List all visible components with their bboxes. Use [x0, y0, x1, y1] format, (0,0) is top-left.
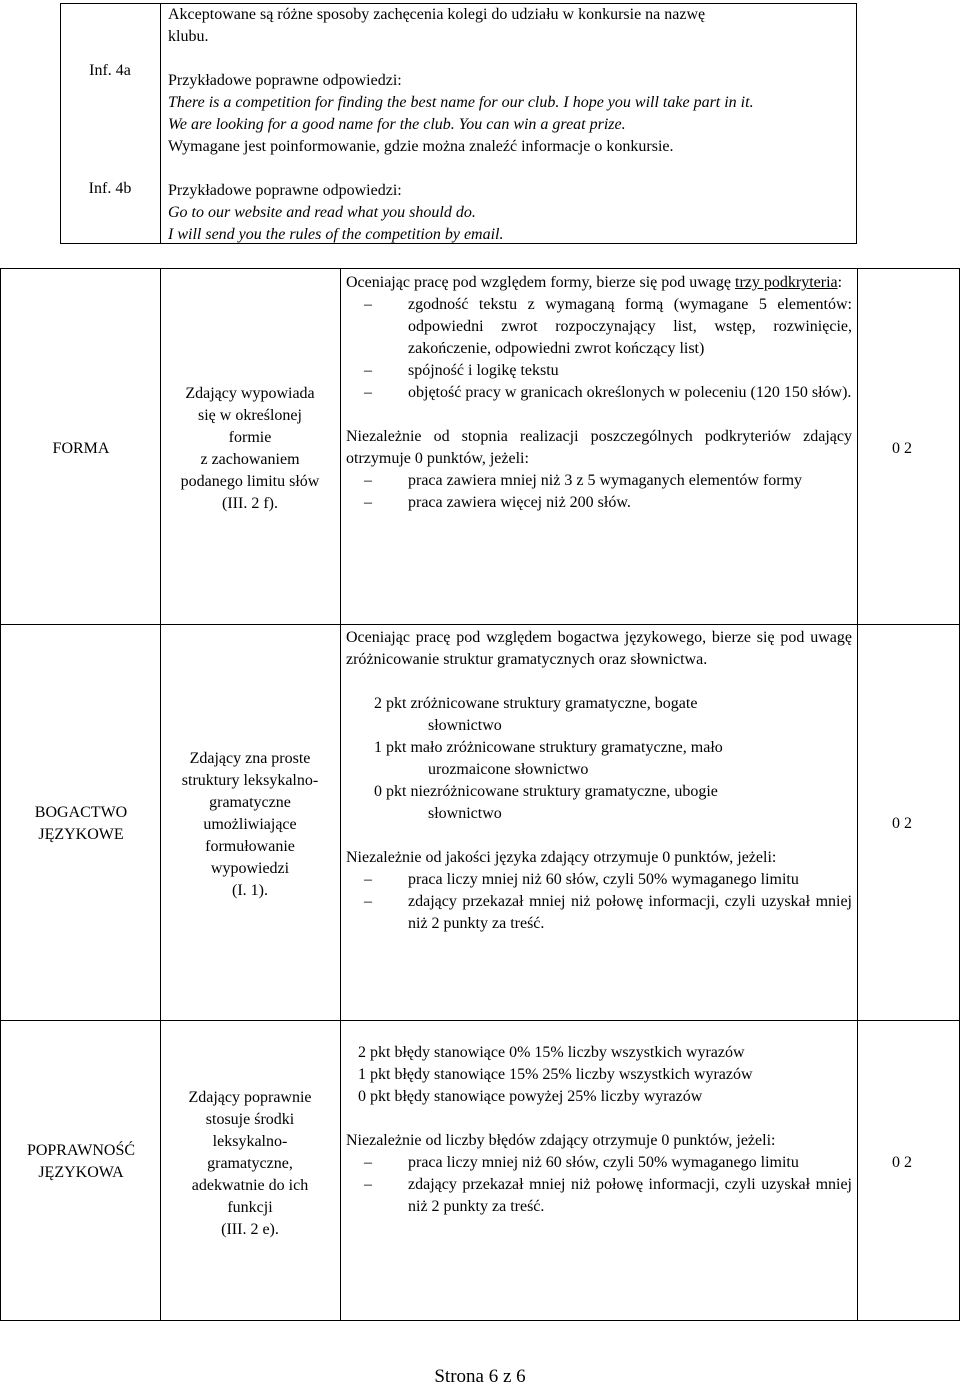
desc-line: wypowiedzi [210, 860, 290, 877]
desc-line: Zdający zna proste [189, 750, 311, 767]
criterion-forma-desc [162, 383, 338, 515]
forma-score: 0 2 [892, 440, 912, 457]
poprawnosc-level-2: 2 pkt błędy stanowiące 0% 15% liczby wszystkich wyrazów [358, 1044, 745, 1061]
list-item: – zgodność tekstu z wymaganą formą (wymagane 5 elementów: odpowiedni zwrot rozpoczynający list, wstęp, rozwinięcie, zakończenie, odpowiedni zwrot kończący list) [346, 294, 852, 360]
list-item: – objętość pracy w granicach określonych w poleceniu (120 150 słów). [346, 382, 852, 404]
list-item: – praca liczy mniej niż 60 słów, czyli 50% wymaganego limitu [346, 869, 852, 891]
page-number: Strona 6 z 6 [434, 1366, 526, 1387]
desc-line: Zdający poprawnie [188, 1089, 312, 1106]
desc-line: (III. 2 e). [221, 1221, 279, 1238]
criterion-bogactwo-desc [162, 748, 338, 902]
bogactwo-level-2: 2 pkt zróżnicowane struktury gramatyczne, bogate [374, 695, 698, 712]
desc-line: umożliwiające [203, 816, 297, 833]
poprawnosc-zero-list [346, 1152, 852, 1218]
example-4a-line2: We are looking for a good name for the club. You can win a great prize. [168, 116, 626, 133]
list-item: – praca zawiera mniej niż 3 z 5 wymaganych elementów formy [346, 470, 852, 492]
desc-line: stosuje środki [205, 1111, 295, 1128]
example-4b-line1: Go to our website and read what you should do. [168, 204, 476, 221]
requirement-text-line1: Akceptowane są różne sposoby zachęcenia kolegi do udziału w konkursie na nazwę [168, 6, 706, 23]
forma-intro: Oceniając pracę pod względem formy, bierze się pod uwagę trzy podkryteria: [346, 274, 843, 291]
poprawnosc-zero-intro: Niezależnie od liczby błędów zdający otrzymuje 0 punktów, jeżeli: [346, 1132, 776, 1149]
desc-line: Zdający wypowiada [185, 385, 315, 402]
criterion-poprawnosc-rules [346, 1042, 852, 1218]
desc-line: struktury leksykalno- [181, 772, 319, 789]
inf-4a-label: Inf. 4a [89, 62, 131, 79]
desc-line: funkcji [227, 1199, 273, 1216]
bogactwo-intro: Oceniając pracę pod względem bogactwa językowego, bierze się pod uwagę zróżnicowanie struktur gramatycznych oraz słownictwa. [346, 629, 852, 668]
criterion-forma-rules [346, 272, 852, 514]
top-content [168, 4, 848, 246]
criterion-bogactwo-rules: Oceniając pracę pod względem bogactwa językowego, bierze się pod uwagę zróżnicowanie struktur gramatycznych oraz słownictwa. 2 pkt zróżnicowane struktury gramatyczne, bogate słownictwo 1 pkt mało zróżnicowane struktury gramatyczne, mało urozmaicone słownictwo 0 pkt niezróżnicowane struktury gramatyczne, ubogie słownictwo Niezależnie od jakości języka zdający otrzymuje 0 punktów, jeżeli: – praca liczy mniej niż 60 słów, czyli 50% wymaganego limitu – zdający przekazał mniej niż połowę informacji, czyli uzyskał mniej niż 2 punkty za treść. [346, 627, 852, 935]
col-divider-1 [160, 268, 161, 1321]
desc-line: podanego limitu słów [180, 473, 320, 490]
bogactwo-zero-intro: Niezależnie od jakości języka zdający otrzymuje 0 punktów, jeżeli: [346, 849, 777, 866]
example-4b-line2: I will send you the rules of the competition by email. [168, 226, 504, 243]
desc-line: (I. 1). [232, 882, 268, 899]
row-divider-1 [0, 624, 960, 625]
bogactwo-score: 0 2 [892, 815, 912, 832]
examples-label-4a: Przykładowe poprawne odpowiedzi: [168, 72, 402, 89]
bogactwo-level-0: 0 pkt niezróżnicowane struktury gramatyczne, ubogie [374, 783, 718, 800]
inf-4b-label: Inf. 4b [88, 180, 132, 197]
list-item: – praca zawiera więcej niż 200 słów. [346, 492, 852, 514]
requirement-text-line2: klubu. [168, 28, 209, 45]
desc-line: adekwatnie do ich [191, 1177, 309, 1194]
desc-line: z zachowaniem [200, 451, 300, 468]
forma-zero-list [346, 470, 852, 514]
forma-zero-intro: Niezależnie od stopnia realizacji poszczególnych podkryteriów zdający otrzymuje 0 punktów, jeżeli: [346, 428, 852, 467]
desc-line: (III. 2 f). [222, 495, 278, 512]
top-table-divider [160, 3, 161, 244]
list-item: – praca liczy mniej niż 60 słów, czyli 50% wymaganego limitu [346, 1152, 852, 1174]
desc-line: leksykalno- [212, 1133, 288, 1150]
poprawnosc-level-0: 0 pkt błędy stanowiące powyżej 25% liczby wyrazów [358, 1088, 703, 1105]
criterion-poprawnosc-desc [162, 1087, 338, 1241]
col-divider-2 [340, 268, 341, 1321]
example-4a-line1: There is a competition for finding the best name for our club. I hope you will take part in it. [168, 94, 754, 111]
examples-label-4b: Przykładowe poprawne odpowiedzi: [168, 182, 402, 199]
desc-line: gramatyczne, [207, 1155, 293, 1172]
list-item: – spójność i logikę tekstu [346, 360, 852, 382]
criterion-poprawnosc-label: POPRAWNOŚĆ JĘZYKOWA [26, 1142, 136, 1181]
bogactwo-zero-list [346, 869, 852, 935]
desc-line: gramatyczne [209, 794, 291, 811]
list-item: – zdający przekazał mniej niż połowę informacji, czyli uzyskał mniej niż 2 punkty za treść. [346, 1174, 852, 1218]
desc-line: się w określonej [198, 407, 302, 424]
bogactwo-level-1: 1 pkt mało zróżnicowane struktury gramatyczne, mało [374, 739, 723, 756]
requirement-4b: Wymagane jest poinformowanie, gdzie można znaleźć informacje o konkursie. [168, 138, 674, 155]
desc-line: formie [228, 429, 272, 446]
poprawnosc-score: 0 2 [892, 1154, 912, 1171]
forma-subcriteria [346, 294, 852, 404]
list-item: – zdający przekazał mniej niż połowę informacji, czyli uzyskał mniej niż 2 punkty za treść. [346, 891, 852, 935]
criterion-forma-label: FORMA [52, 440, 110, 457]
desc-line: formułowanie [205, 838, 295, 855]
criterion-bogactwo-label: BOGACTWO JĘZYKOWE [34, 804, 128, 843]
poprawnosc-level-1: 1 pkt błędy stanowiące 15% 25% liczby wszystkich wyrazów [358, 1066, 753, 1083]
row-divider-2 [0, 1020, 960, 1021]
